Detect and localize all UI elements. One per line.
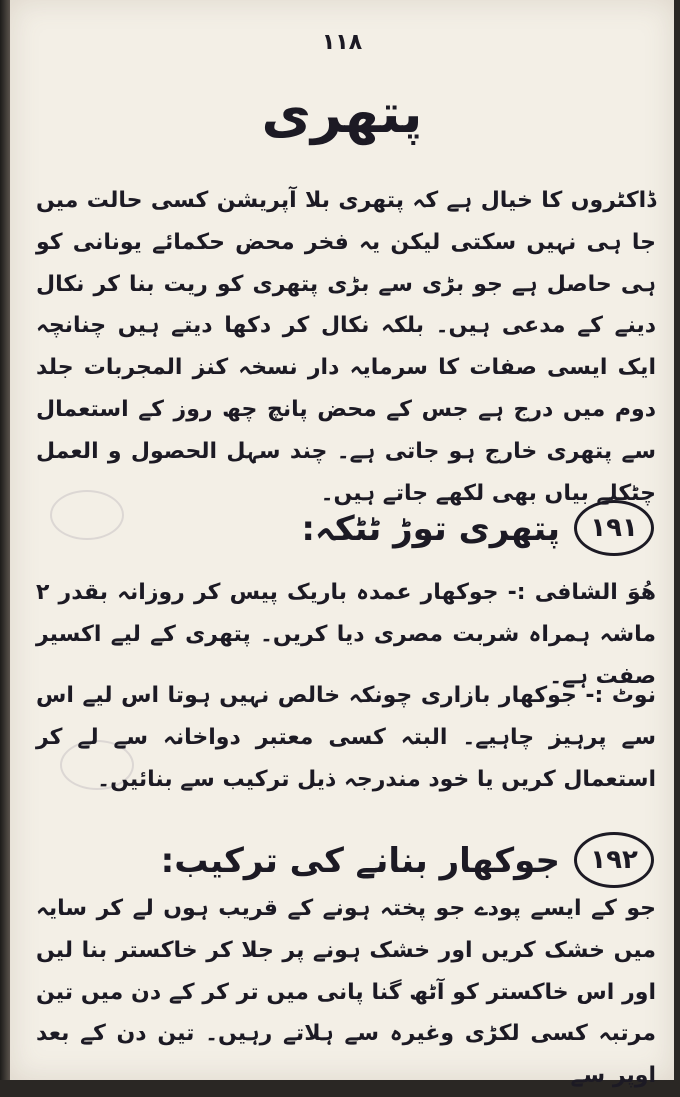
page-number: ۱۱۸ bbox=[321, 30, 363, 55]
section-heading bbox=[161, 832, 654, 888]
method-paragraph: جو کے ایسے پودے جو پختہ ہونے کے قریب ہوں لے کر سایہ میں خشک کریں اور خشک ہونے پر جلا کر خاکستر بنا لیں اور اس خاکستر کو آٹھ گنا پانی میں تر کر کے دن میں تین مرتبہ کسی لکڑی وغیرہ سے ہلاتے رہیں۔ تین دن کے بعد اوپر سے bbox=[36, 896, 656, 1089]
scan-left-edge bbox=[0, 0, 10, 1080]
section-title: پتھری توڑ ٹٹکہ: bbox=[301, 508, 560, 549]
section-title: جوکھار بنانے کی ترکیب: bbox=[160, 840, 560, 881]
note-paragraph: نوٹ :- جوکھار بازاری چونکہ خالص نہیں ہوتا اس لیے اس سے پرہیز چاہیے۔ البتہ کسی معتبر دواخانہ سے لے کر استعمال کریں یا خود مندرجہ ذیل ترکیب سے بنائیں۔ bbox=[36, 683, 656, 792]
section-heading bbox=[301, 500, 654, 556]
section-number-badge: ۱۹۲ bbox=[574, 832, 654, 888]
page-title: پتھری bbox=[261, 82, 423, 145]
bleed-through-mark bbox=[50, 490, 124, 540]
book-page bbox=[10, 0, 674, 1089]
section-number-badge: ۱۹۱ bbox=[574, 500, 654, 556]
intro-paragraph: ڈاکٹروں کا خیال ہے کہ پتھری بلا آپریشن کسی حالت میں جا ہی نہیں سکتی لیکن یہ فخر محض حکمائے یونانی کو ہی حاصل ہے جو بڑی سے بڑی پتھری کو ریت بنا کر نکال دینے کے مدعی ہیں۔ بلکہ نکال کر دکھا دیتے ہیں چنانچہ ایک ایسی صفات کا سرمایہ دار نسخہ کنز المجربات جلد دوم میں درج ہے جس کے محض پانچ چھ روز کے استعمال سے پتھری خارج ہو جاتی ہے۔ چند سہل الحصول و العمل چٹکلے بیاں بھی لکھے جاتے ہیں۔ bbox=[36, 188, 656, 506]
recipe-paragraph: ھُوَ الشافی :- جوکھار عمدہ باریک پیس کر روزانہ بقدر ۲ ماشہ ہمراہ شربت مصری دیا کریں۔ پتھری کے لیے اکسیر صفت ہے۔ bbox=[36, 580, 656, 689]
